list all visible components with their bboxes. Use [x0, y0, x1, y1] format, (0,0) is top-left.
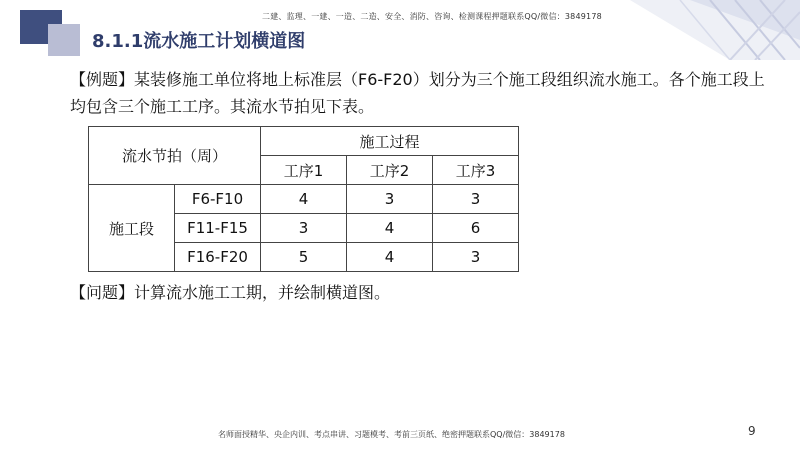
table-cell: 3 [433, 185, 519, 214]
table-row [89, 185, 519, 214]
header-note: 二建、监理、一建、一造、二造、安全、消防、咨询、检测课程押题联系QQ/微信：3849178 [262, 12, 602, 21]
table-cell: 3 [433, 243, 519, 272]
table-cell: 4 [261, 185, 347, 214]
flow-beat-table [88, 126, 519, 272]
question-text: 【问题】计算流水施工工期，并绘制横道图。 [70, 283, 391, 302]
table-row-name: F11-F15 [175, 214, 261, 243]
table-process-2: 工序2 [347, 156, 433, 185]
example-text: 【例题】某装修施工单位将地上标准层（F6-F20）划分为三个施工段组织流水施工。各个施工段上均包含三个施工工序。其流水节拍见下表。 [70, 70, 765, 116]
table-process-header: 施工过程 [261, 127, 519, 156]
table-process-3: 工序3 [433, 156, 519, 185]
title-decoration-light-square [48, 24, 80, 56]
table-segment-label: 施工段 [89, 185, 175, 272]
page-number: 9 [748, 424, 756, 438]
table-row-name: F6-F10 [175, 185, 261, 214]
corner-decoration-graphic [570, 0, 800, 60]
table-cell: 3 [347, 185, 433, 214]
table-cell: 3 [261, 214, 347, 243]
table-cell: 4 [347, 243, 433, 272]
footer-note: 名师面授精华、央企内训、考点串讲、习题模考、考前三页纸、绝密押题联系QQ/微信：3849178 [218, 430, 565, 439]
table-cell: 5 [261, 243, 347, 272]
table-header-row [89, 127, 519, 156]
table-row-name: F16-F20 [175, 243, 261, 272]
table-cell: 4 [347, 214, 433, 243]
table-cell: 6 [433, 214, 519, 243]
slide-title: 8.1.1流水施工计划横道图 [92, 31, 306, 52]
table-process-1: 工序1 [261, 156, 347, 185]
example-paragraph [70, 66, 770, 120]
table-corner-label: 流水节拍（周） [89, 127, 261, 185]
